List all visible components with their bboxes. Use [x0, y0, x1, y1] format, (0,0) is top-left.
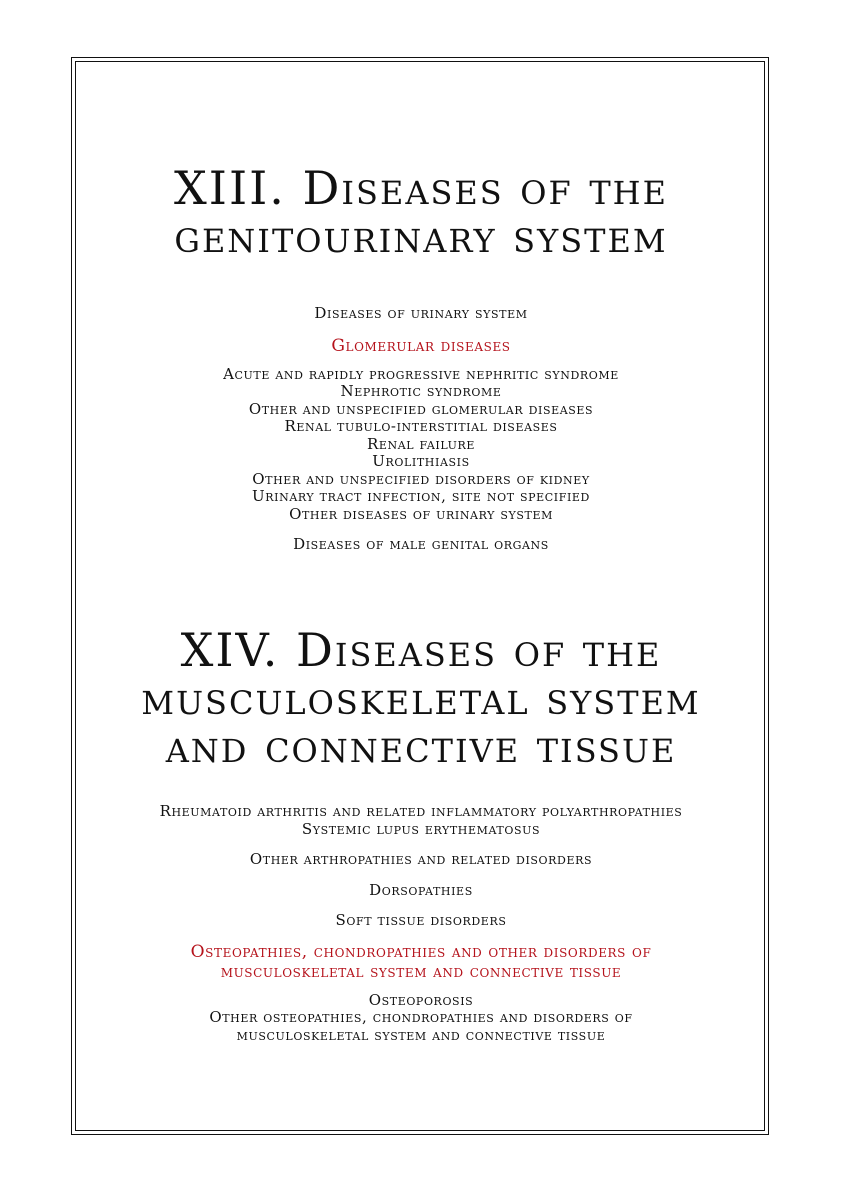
section-14-title-line: musculoskeletal system: [141, 671, 701, 725]
section-14-title: [0, 623, 842, 773]
section-14-list: [0, 803, 842, 1044]
list-item: Urolithiasis: [372, 452, 470, 470]
list-item: Other and unspecified disorders of kidney: [252, 469, 590, 488]
list-item: Other arthropathies and related disorders: [249, 850, 593, 868]
list-item: Other diseases of urinary system: [289, 504, 553, 523]
list-item: Urinary tract infection, site not specified: [252, 487, 590, 505]
section-13-highlight-glomerular: Glomerular diseases: [331, 335, 511, 356]
section-13-title: [0, 161, 842, 263]
section-13-subheading-male: Diseases of male genital organs: [293, 535, 549, 553]
list-item: Soft tissue disorders: [335, 911, 507, 929]
list-item: Rheumatoid arthritis and related inflammatory polyarthropathies: [159, 802, 683, 820]
section-14-highlight-line: Osteopathies, chondropathies and other disorders of: [190, 941, 652, 962]
list-item: musculoskeletal system and connective tissue: [236, 1025, 606, 1044]
list-item: Other and unspecified glomerular diseases: [248, 399, 594, 418]
list-item: Renal failure: [366, 434, 476, 453]
section-14-title-line: and connective tissue: [165, 719, 677, 773]
list-item: Other osteopathies, chondropathies and disorders of: [209, 1008, 633, 1026]
list-item: Osteoporosis: [368, 990, 474, 1009]
section-13-list: [0, 305, 842, 554]
section-13-subheading-urinary: Diseases of urinary system: [314, 304, 528, 322]
list-item: Dorsopathies: [369, 880, 473, 899]
list-item: Acute and rapidly progressive nephritic syndrome: [223, 364, 619, 383]
section-14-title-line: XIV. Diseases of the: [180, 623, 662, 677]
section-14-highlight-line: musculoskeletal system and connective tissue: [220, 961, 622, 982]
section-13-title-line: XIII. Diseases of the: [174, 161, 668, 215]
list-item: Nephrotic syndrome: [340, 382, 502, 400]
section-13-title-line: genitourinary system: [174, 209, 668, 263]
list-item: Systemic lupus erythematosus: [301, 819, 541, 838]
list-item: Renal tubulo-interstitial diseases: [284, 417, 558, 435]
